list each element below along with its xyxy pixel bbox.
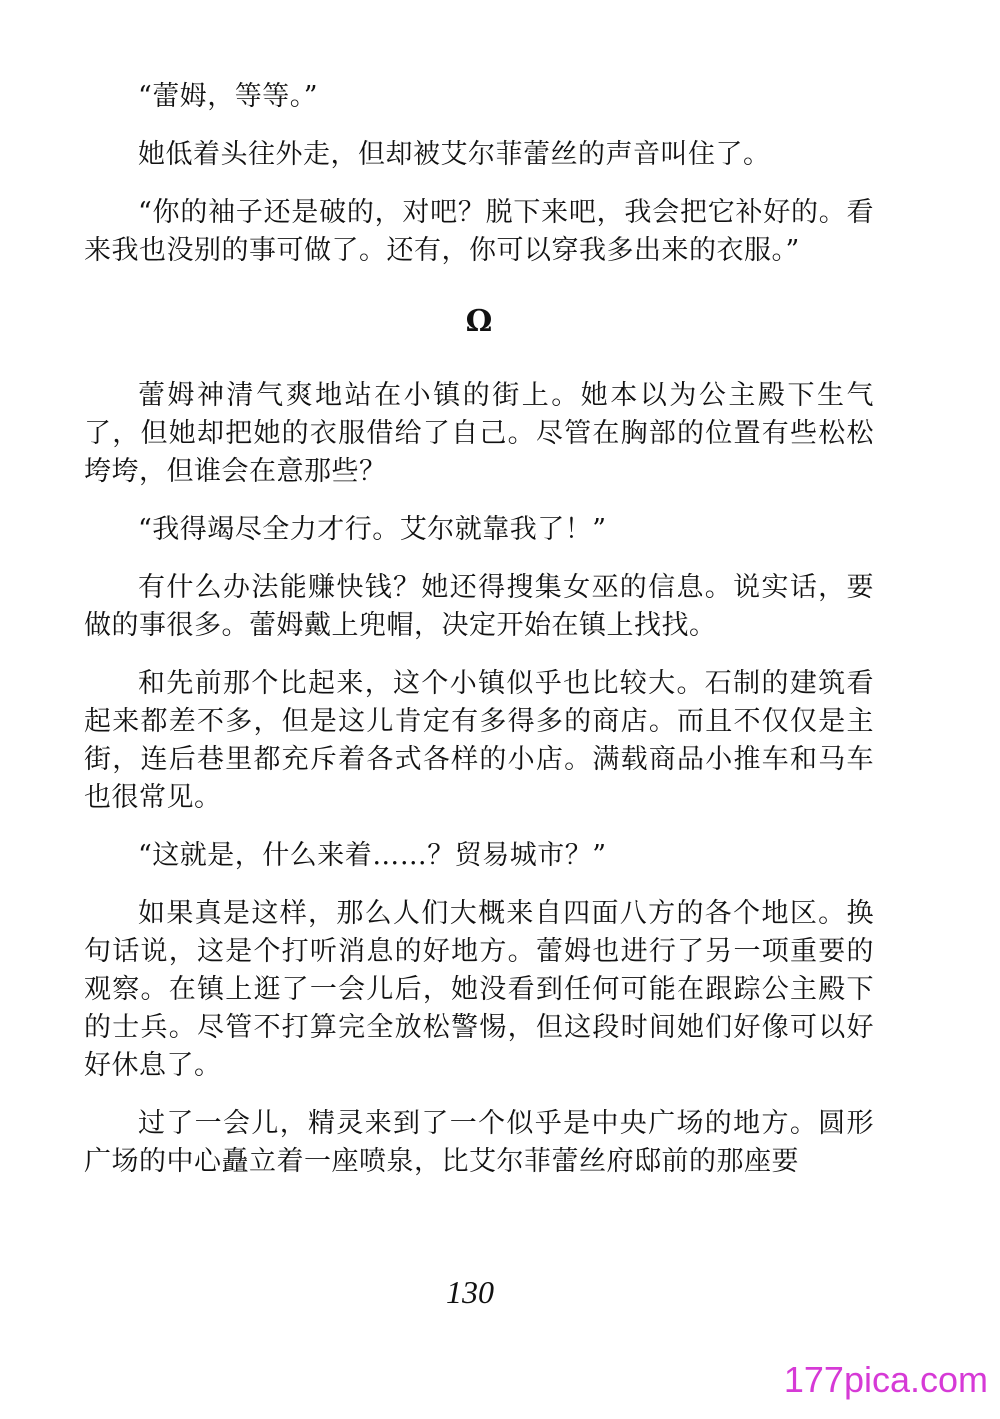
section-separator-omega: Ω bbox=[465, 304, 493, 339]
paragraph: 有什么办法能赚快钱？她还得搜集女巫的信息。说实话，要做的事很多。蕾姆戴上兜帽，决定开始在镇上找找。 bbox=[84, 572, 874, 641]
paragraph: “我得竭尽全力才行。艾尔就靠我了！” bbox=[138, 514, 607, 545]
paragraph: 和先前那个比起来，这个小镇似乎也比较大。石制的建筑看起来都差不多，但是这儿肯定有多得多的商店。而且不仅仅是主街，连后巷里都充斥着各式各样的小店。满载商品小推车和马车也很常见。 bbox=[84, 668, 874, 813]
paragraph: “你的袖子还是破的，对吧？脱下来吧，我会把它补好的。看来我也没别的事可做了。还有，你可以穿我多出来的衣服。” bbox=[84, 197, 874, 266]
paragraph: 过了一会儿，精灵来到了一个似乎是中央广场的地方。圆形广场的中心矗立着一座喷泉，比艾尔菲蕾丝府邸前的那座要 bbox=[84, 1108, 874, 1177]
site-watermark: 177pica.com bbox=[783, 1359, 988, 1400]
paragraph: 蕾姆神清气爽地站在小镇的街上。她本以为公主殿下生气了，但她却把她的衣服借给了自己。尽管在胸部的位置有些松松垮垮，但谁会在意那些？ bbox=[84, 380, 874, 487]
paragraph: “这就是，什么来着……？贸易城市？” bbox=[138, 840, 607, 871]
paragraph: 她低着头往外走，但却被艾尔菲蕾丝的声音叫住了。 bbox=[138, 139, 771, 170]
page-body bbox=[84, 78, 874, 1201]
page-number: 130 bbox=[446, 1274, 494, 1310]
paragraph: 如果真是这样，那么人们大概来自四面八方的各个地区。换句话说，这是个打听消息的好地方。蕾姆也进行了另一项重要的观察。在镇上逛了一会儿后，她没看到任何可能在跟踪公主殿下的士兵。尽管不打算完全放松警惕，但这段时间她们好像可以好好休息了。 bbox=[84, 898, 874, 1081]
paragraph: “蕾姆，等等。” bbox=[138, 81, 319, 112]
